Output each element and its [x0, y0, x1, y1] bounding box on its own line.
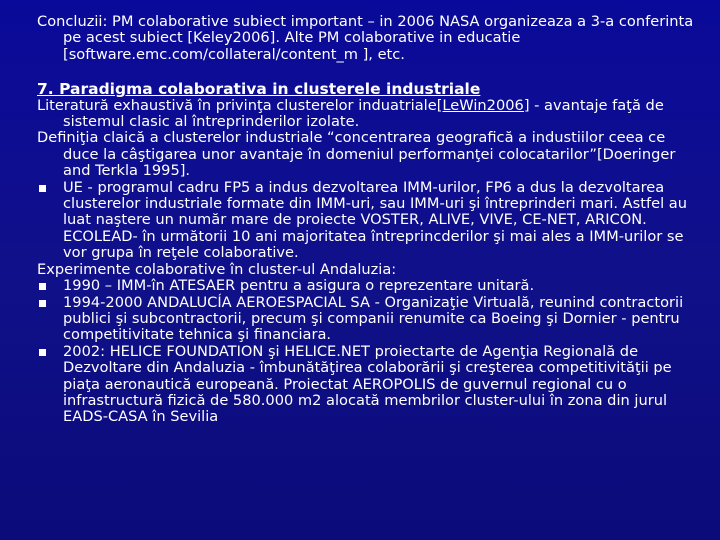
experiments-title: Experimente colaborative în cluster-ul Andaluzia:: [37, 260, 397, 278]
square-bullet-icon: [39, 185, 46, 192]
literature-citation-link[interactable]: [LeWin2006]: [436, 96, 530, 114]
literature-prefix: Literatură exhaustivă în privinţa clusterelor induatriale: [37, 96, 437, 114]
ue-bullet-item: [37, 180, 702, 262]
experiment-item: [37, 278, 702, 294]
section-heading: 7. Paradigma colaborativa in clusterele industriale: [37, 80, 481, 99]
square-bullet-icon: [39, 300, 46, 307]
square-bullet-icon: [39, 349, 46, 356]
experiment-item: [37, 295, 702, 344]
literature-paragraph: [37, 98, 702, 131]
ue-bullet-text: UE - programul cadru FP5 a indus dezvoltarea IMM-urilor, FP6 a dus la dezvoltarea clusterelor industriale formate din IMM-uri, sau IMM-uri şi întreprinderi mari. Astfel au luat naştere un număr mare de proiecte VOSTER, ALIVE, VIVE, CE-NET, ARICON. ECOLEAD- în următorii 10 ani majoritatea întreprincderilor şi mai ales a IMM-urilor se vor grupa în reţele colaborative.: [63, 178, 687, 262]
experiment-text: 1994-2000 ANDALUCÍA AEROESPACIAL SA - Organizaţie Virtuală, reunind contractorii publici şi subcontractorii, precum şi companii renumite ca Boeing şi Dornier - pentru competitivitate tehnica şi financiara.: [63, 293, 684, 344]
experiment-text: 2002: HELICE FOUNDATION şi HELICE.NET proiectarte de Agenţia Regională de Dezvoltare din Andaluzia - îmbunătăţirea colaborării şi creşterea competitivităţii pe piaţa aeronautică europeană. Proiectat AEROPOLIS de guvernul regional cu o infrastructură fizică de 580.000 m2 alocată membrilor cluster-ului în zona din jurul EADS-CASA în Sevilia: [63, 342, 672, 426]
experiment-text: 1990 – IMM-în ATESAER pentru a asigura o reprezentare unitară.: [63, 277, 535, 295]
conclusions-paragraph: Concluzii: PM colaborative subiect important – in 2006 NASA organizeaza a 3-a conferinta pe acest subiect [Keley2006]. Alte PM colaborative in educatie [software.emc.com/collateral/content_m ], etc.: [37, 13, 694, 63]
square-bullet-icon: [39, 283, 46, 290]
experiment-item: [37, 344, 702, 426]
spacer: [37, 63, 702, 79]
literature-suffix: - avantaje faţă de sistemul clasic al întreprinderilor izolate.: [63, 96, 664, 131]
definition-paragraph: Definiţia claică a clusterelor industriale “concentrarea geografică a industiilor ceea ce duce la câştigarea unor avantaje în domeniul performanţei colocatarilor”[Doeringer and Terkla 1995].: [37, 129, 676, 180]
